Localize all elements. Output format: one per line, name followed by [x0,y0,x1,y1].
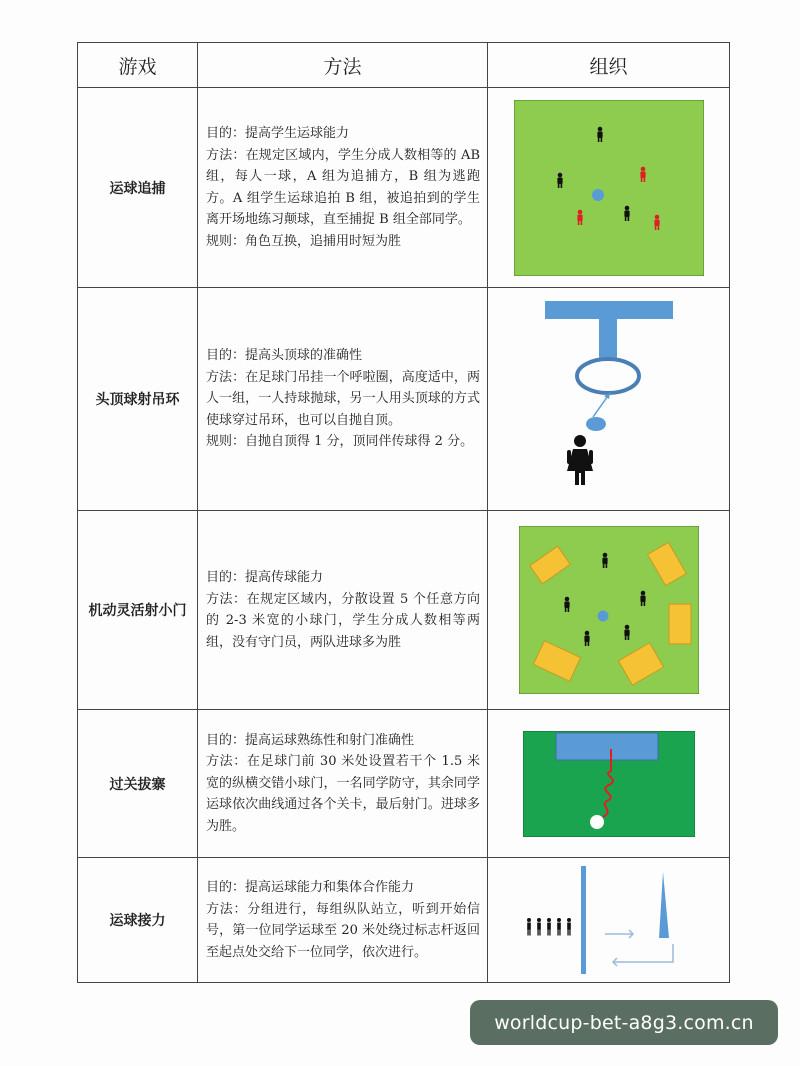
game-name: 机动灵活射小门 [78,511,198,710]
game-name: 运球追捕 [78,88,198,288]
chase-field-diagram [514,100,704,276]
method-line: 目的：提高运球熟练性和射门准确性 [206,732,415,748]
goal-crossbar [545,301,673,319]
method-line: 方法：在足球门前 30 米处设置若干个 1.5 米宽的纵横交错小球门，一名同学防守，其余同学运球依次曲线通过各个关卡，最后射门。进球多为胜。 [206,754,480,834]
ball [586,417,606,431]
table-row [78,288,730,511]
table-row [78,710,730,858]
organization-diagram [488,858,730,983]
game-name: 过关拔寨 [78,710,198,858]
ball [590,815,604,829]
header-organization: 组织 [488,43,730,88]
table-row [78,88,730,288]
game-method [198,88,488,288]
ball [597,611,608,622]
organization-diagram [488,511,730,710]
organization-diagram [488,288,730,511]
method-line: 方法：分组进行，每组纵队站立，听到开始信号，第一位同学运球至 20 米处绕过标志杆返回至起点处交给下一位同学，依次进行。 [206,901,480,960]
organization-diagram [488,88,730,288]
method-line: 方法：在规定区域内，分散设置 5 个任意方向的 2-3 米宽的小球门，学生分成人数相等两组，没有守门员，两队进球多为胜 [206,591,480,650]
field [514,100,704,276]
header-game: 游戏 [78,43,198,88]
start-line [581,866,586,974]
method-line: 目的：提高头顶球的准确性 [206,348,363,364]
games-table [77,42,730,983]
organization-diagram [488,710,730,858]
small-goals-diagram [519,526,699,694]
game-method [198,710,488,858]
game-method [198,858,488,983]
hoop-diagram [509,301,709,497]
method-line: 规则：自抛自顶得 1 分，顶同伴传球得 2 分。 [206,434,474,450]
goal [556,733,658,760]
method-line: 目的：提高运球能力和集体合作能力 [206,880,415,895]
game-name: 头顶球射吊环 [78,288,198,511]
table-row [78,511,730,710]
header-method: 方法 [198,43,488,88]
hoop-hanger [599,319,617,359]
queue-players [527,918,571,936]
game-method [198,288,488,511]
ball [592,189,604,201]
watermark-badge: worldcup-bet-a8g3.com.cn [470,1000,778,1045]
player-icon [567,435,593,485]
table-header-row [78,43,730,88]
game-method [198,511,488,710]
table-row [78,858,730,983]
relay-diagram [509,864,709,976]
method-line: 目的：提高传球能力 [206,570,324,585]
method-line: 方法：在规定区域内，学生分成人数相等的 AB 组，每人一球，A 组为追捕方，B 组为逃跑方。A 组学生运球追拍 B 组，被追拍到的学生离开场地练习颠球，直至捕捉 B 组全部同学。 [206,147,480,227]
method-line: 方法：在足球门吊挂一个呼啦圈，高度适中，两人一组，一人持球抛球，另一人用头顶球的方式使球穿过吊环，也可以自抛自顶。 [206,369,480,428]
gates-diagram [523,731,695,837]
hoop [577,359,639,393]
method-line: 目的：提高学生运球能力 [206,126,350,141]
marker-pole [659,872,669,938]
method-line: 规则：角色互换，追捕用时短为胜 [206,233,402,249]
game-name: 运球接力 [78,858,198,983]
